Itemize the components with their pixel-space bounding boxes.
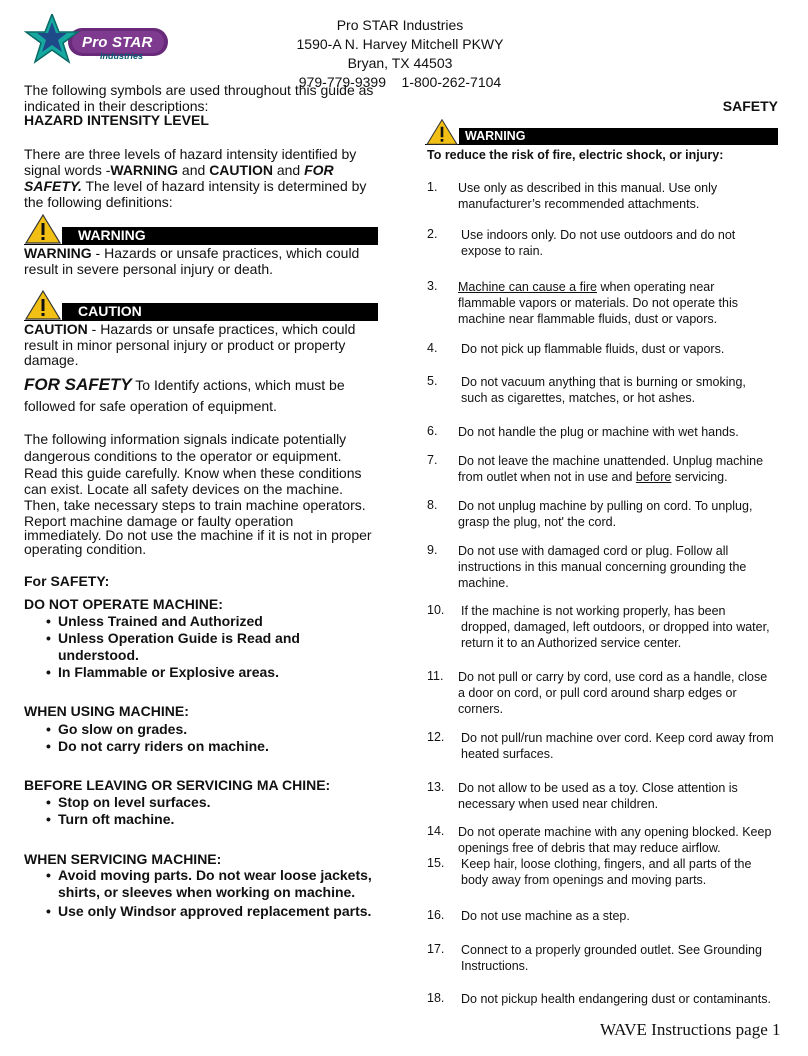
safety-item-text: Do not allow to be used as a toy. Close attention is necessary when used near children. (458, 781, 738, 811)
right-warning-triangle-icon (425, 118, 459, 146)
when-servicing-item-1: • Avoid moving parts. Do not wear loose jackets, (46, 867, 372, 883)
logo-sub-text: Industries (100, 51, 144, 61)
info-line-1: The following information signals indicate potentially (24, 431, 347, 447)
do-not-operate-heading: DO NOT OPERATE MACHINE: (24, 596, 223, 612)
safety-item-number: 14. (427, 824, 445, 838)
levels-line-3: SAFETY. The level of hazard intensity is determined by (24, 178, 367, 194)
when-servicing-item-1-cont: shirts, or sleeves when working on machine. (58, 884, 356, 900)
safety-item-number: 8. (427, 498, 438, 512)
safety-item-text: Do not use with damaged cord or plug. Follow all instructions in this manual concerning grounding the machine. (458, 544, 747, 590)
safety-item-text: Do not handle the plug or machine with wet hands. (458, 425, 739, 439)
when-using-heading: WHEN USING MACHINE: (24, 703, 189, 719)
safety-item-text: Do not pick up flammable fluids, dust or vapors. (461, 342, 725, 356)
safety-item-number: 5. (427, 374, 438, 388)
safety-item-text: Do not pull/run machine over cord. Keep cord away from heated surfaces. (461, 731, 774, 761)
levels-line-4: the following definitions: (24, 194, 173, 210)
info-line-8: operating condition. (24, 541, 147, 557)
do-not-operate-item-2-cont: understood. (58, 647, 139, 663)
reduce-risk-heading: To reduce the risk of fire, electric shock, or injury: (427, 148, 724, 162)
right-warning-bar (425, 128, 778, 145)
safety-item-number: 17. (427, 942, 445, 956)
info-line-3: Read this guide carefully. Know when these conditions (24, 465, 362, 481)
safety-item-number: 16. (427, 908, 445, 922)
intro-line-2: indicated in their descriptions: (24, 98, 209, 114)
company-phones: 979-779-9399 1-800-262-7104 (298, 74, 502, 90)
safety-item-number: 18. (427, 991, 445, 1005)
levels-line-2: signal words -WARNING and CAUTION and FOR (24, 162, 334, 178)
when-servicing-item-2: • Use only Windsor approved replacement parts. (46, 903, 372, 919)
caution-bar-label: CAUTION (62, 303, 378, 320)
warning-definition-1: WARNING - Hazards or unsafe practices, which could (24, 245, 360, 261)
when-servicing-heading: WHEN SERVICING MACHINE: (24, 851, 222, 867)
intro-line-1: The following symbols are used throughout this guide as (24, 82, 374, 98)
safety-item-number: 6. (427, 424, 438, 438)
safety-item-number: 1. (427, 180, 438, 194)
safety-item-number: 11. (427, 669, 444, 683)
for-safety-definition-2: followed for safe operation of equipment. (24, 398, 277, 414)
safety-item-text: Use only as described in this manual. Use only manufacturer’s recommended attachments. (458, 181, 718, 211)
safety-item-number: 13. (427, 780, 445, 794)
caution-definition-3: damage. (24, 352, 79, 368)
company-city: Bryan, TX 44503 (347, 55, 453, 71)
safety-item-text: Connect to a properly grounded outlet. See Grounding Instructions. (461, 943, 762, 973)
safety-item-number: 3. (427, 279, 438, 293)
safety-item-text: Do not pull or carry by cord, use cord as a handle, close a door on cord, or pull cord around sharp edges or corners. (458, 670, 768, 716)
caution-bar (24, 303, 378, 321)
company-name: Pro STAR Industries (336, 17, 464, 33)
safety-item-number: 12. (427, 730, 445, 744)
logo-main-text: Pro STAR (82, 34, 153, 51)
warning-definition-2: result in severe personal injury or death. (24, 261, 274, 277)
info-line-2: dangerous conditions to the operator or equipment. (24, 448, 342, 464)
warning-bar (24, 227, 378, 245)
info-line-5: Then, take necessary steps to train machine operators. (24, 497, 366, 513)
before-leaving-item-2: • Turn oft machine. (46, 811, 175, 827)
hazard-heading: HAZARD INTENSITY LEVEL (24, 112, 209, 128)
warning-triangle-icon (24, 213, 62, 245)
page-footer: WAVE Instructions page 1 (600, 1020, 781, 1039)
before-leaving-heading: BEFORE LEAVING OR SERVICING MA CHINE: (24, 777, 331, 793)
safety-item-text: Do not leave the machine unattended. Unplug machine from outlet when not in use and before servicing. (458, 454, 764, 484)
safety-item-text: If the machine is not working properly, has been dropped, damaged, left outdoors, or dropped into water, return it to an Authorized service center. (461, 604, 770, 650)
safety-item-text: Do not vacuum anything that is burning or smoking, such as cigarettes, matches, or hot ashes. (461, 375, 746, 405)
when-using-item-1: • Go slow on grades. (46, 721, 188, 737)
safety-item-number: 7. (427, 453, 438, 467)
for-safety-definition-1: FOR SAFETY To Identify actions, which must be (24, 375, 345, 394)
safety-item-number: 9. (427, 543, 438, 557)
for-safety-heading: For SAFETY: (24, 573, 110, 589)
before-leaving-item-1: • Stop on level surfaces. (46, 794, 211, 810)
caution-definition-1: CAUTION - Hazards or unsafe practices, which could (24, 321, 356, 337)
safety-item-number: 2. (427, 227, 438, 241)
do-not-operate-item-2: • Unless Operation Guide is Read and (46, 630, 300, 646)
caution-definition-2: result in minor personal injury or product or property (24, 337, 346, 353)
info-line-4: can exist. Locate all safety devices on the machine. (24, 481, 344, 497)
safety-item-text: Do not operate machine with any opening blocked. Keep openings free of debris that may reduce airflow. (458, 825, 772, 855)
warning-bar-label: WARNING (62, 227, 378, 244)
safety-item-number: 10. (427, 603, 445, 617)
do-not-operate-item-3: • In Flammable or Explosive areas. (46, 664, 279, 680)
safety-item-text: Do not pickup health endangering dust or contaminants. (461, 992, 771, 1006)
right-warning-bar-label: WARNING (459, 128, 778, 144)
do-not-operate-item-1: • Unless Trained and Authorized (46, 613, 263, 629)
safety-title: SAFETY (722, 98, 778, 114)
safety-item-number: 15. (427, 856, 445, 870)
company-street: 1590-A N. Harvey Mitchell PKWY (296, 36, 504, 52)
safety-item-text: Keep hair, loose clothing, fingers, and all parts of the body away from openings and moving parts. (461, 857, 752, 887)
safety-item-text: Do not unplug machine by pulling on cord. To unplug, grasp the plug, not' the cord. (458, 499, 753, 529)
safety-item-number: 4. (427, 341, 438, 355)
caution-triangle-icon (24, 289, 62, 321)
safety-item-text: Do not use machine as a step. (461, 909, 630, 923)
levels-line-1: There are three levels of hazard intensity identified by (24, 146, 357, 162)
safety-item-text: Machine can cause a fire when operating near flammable vapors or materials. Do not operate this machine near flammable fluids, dust or vapors. (458, 280, 738, 326)
when-using-item-2: • Do not carry riders on machine. (46, 738, 269, 754)
info-line-7: immediately. Do not use the machine if it is not in proper (24, 527, 372, 543)
info-line-6: Report machine damage or faulty operation (24, 513, 294, 529)
safety-item-text: Use indoors only. Do not use outdoors and do not expose to rain. (461, 228, 736, 258)
